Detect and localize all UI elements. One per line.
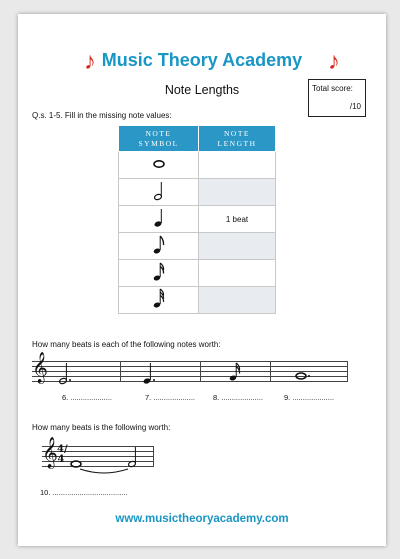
staff-question-10 (42, 437, 154, 474)
table-row (119, 260, 276, 287)
sixteenth-note-icon (228, 357, 242, 385)
table-row (119, 287, 276, 314)
barline (200, 361, 201, 382)
worksheet-page (18, 14, 386, 546)
sixteenth-note-icon (119, 260, 199, 287)
length-cell-5[interactable] (199, 260, 276, 287)
page-subtitle: Note Lengths (164, 83, 240, 97)
barline (120, 361, 121, 382)
table-row (119, 233, 276, 260)
thirty-second-note-icon (119, 287, 199, 314)
whole-note-icon (119, 152, 199, 179)
length-cell-6[interactable] (199, 287, 276, 314)
barline (153, 446, 154, 467)
col-note-length-header: NOTE LENGTH (199, 126, 276, 152)
answer-8-blank[interactable]: 8. .................... (213, 393, 264, 402)
score-label: Total score: (312, 84, 353, 93)
page-title: Music Theory Academy (101, 50, 303, 70)
beats-each-prompt: How many beats is each of the following notes worth: (32, 340, 221, 349)
table-row (119, 179, 276, 206)
eighth-note-icon-left: ♪ (84, 48, 96, 75)
staff-questions-6-9 (32, 352, 348, 388)
answer-6-blank[interactable]: 6. .................... (62, 393, 113, 402)
answer-10-blank[interactable]: 10. .................................... (40, 488, 128, 497)
score-value: /10 (349, 102, 361, 111)
beats-tied-prompt: How many beats is the following worth: (32, 423, 171, 432)
total-score-box (308, 79, 366, 117)
time-signature-label: 4/4 (57, 444, 68, 465)
dotted-half-note-icon (58, 359, 72, 387)
answer-7-blank[interactable]: 7. .................... (145, 393, 196, 402)
dotted-whole-note-icon (294, 366, 312, 380)
length-cell-2[interactable] (199, 179, 276, 206)
barline (270, 361, 271, 382)
footer-website-link[interactable]: www.musictheoryacademy.com (115, 513, 289, 525)
quarter-note-icon (119, 206, 199, 233)
table-row (119, 206, 276, 233)
answer-9-blank[interactable]: 9. .................... (284, 393, 335, 402)
note-values-table (118, 125, 276, 314)
tied-notes-icon (68, 442, 148, 474)
table-row (119, 152, 276, 179)
length-cell-1[interactable] (199, 152, 276, 179)
treble-clef-icon: 𝄞 (32, 352, 48, 383)
half-note-icon (119, 179, 199, 206)
barline (347, 361, 348, 382)
eighth-note-icon (119, 233, 199, 260)
question-1-5-prompt: Q.s. 1-5. Fill in the missing note values: (32, 111, 172, 120)
eighth-note-icon-right: ♪ (328, 48, 340, 75)
dotted-quarter-note-icon (142, 359, 156, 387)
treble-clef-icon: 𝄞 (42, 437, 58, 468)
time-signature (57, 444, 68, 465)
length-cell-4[interactable] (199, 233, 276, 260)
length-cell-3[interactable]: 1 beat (199, 206, 276, 233)
col-note-symbol-header: NOTE SYMBOL (119, 126, 199, 152)
